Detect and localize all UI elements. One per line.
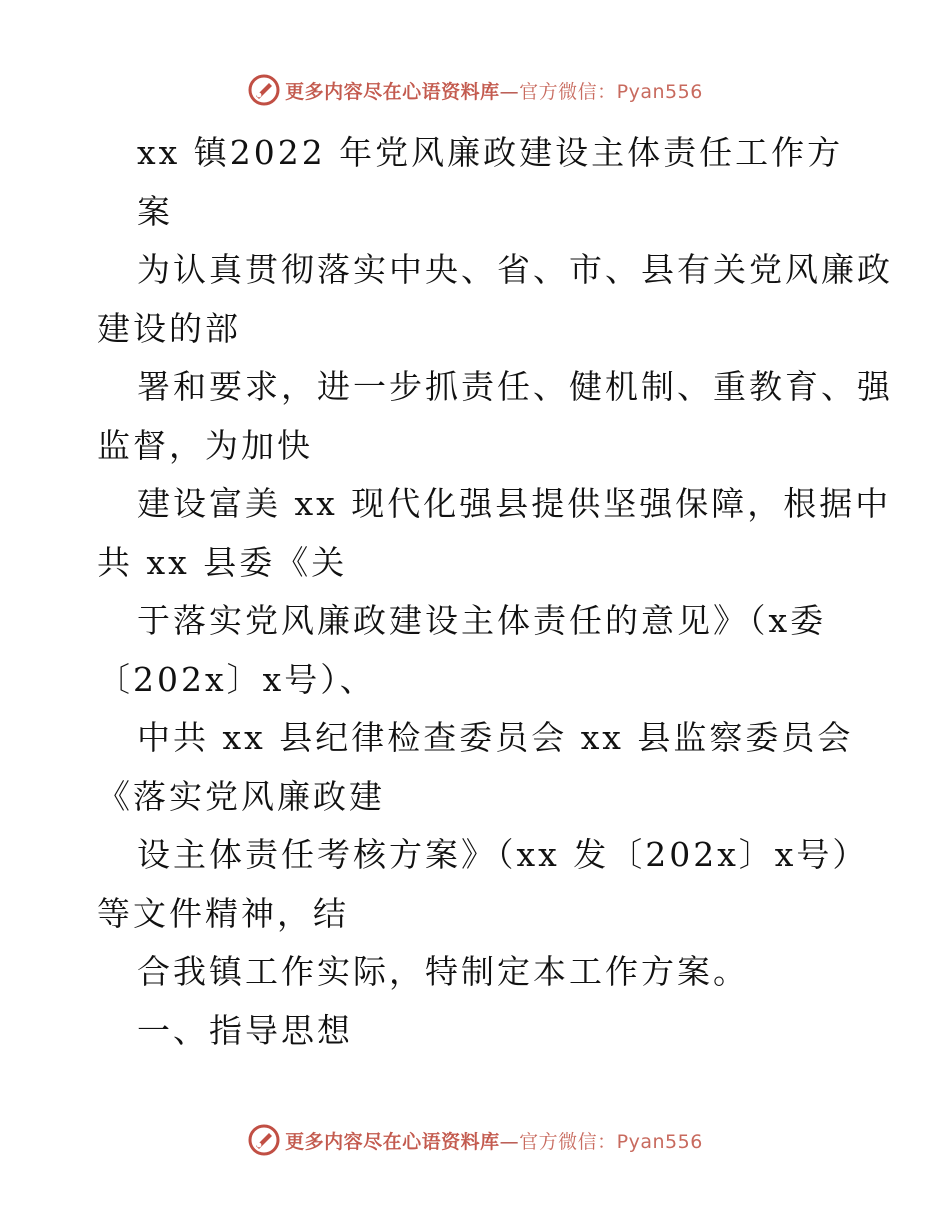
body-line: 中共 xx 县纪律检查委员会 xx 县监察委员会 (137, 718, 854, 757)
brand-logo-icon (247, 1123, 281, 1157)
watermark-main-text: 更多内容尽在心语资料库 (285, 80, 500, 103)
document-title-line-1: xx 镇2022 年党风廉政建设主体责任工作方 (137, 133, 844, 172)
document-body (97, 124, 893, 1060)
body-line: 监督，为加快 (97, 425, 313, 465)
watermark-side-text: 官方微信：Pyan556 (519, 80, 703, 103)
body-line: 建设富美 xx 现代化强县提供坚强保障，根据中 (137, 484, 892, 523)
section-heading: 一、指导思想 (137, 1010, 353, 1050)
body-line: 合我镇工作实际，特制定本工作方案。 (137, 952, 749, 991)
watermark-footer (0, 1120, 950, 1160)
body-line: 等文件精神，结 (97, 893, 349, 933)
body-line: 设主体责任考核方案》（xx 发〔202x〕x号） (137, 835, 869, 874)
body-line: 署和要求，进一步抓责任、健机制、重教育、强 (137, 367, 893, 406)
body-line: 〔202x〕x号）、 (97, 659, 376, 699)
body-line: 为认真贯彻落实中央、省、市、县有关党风廉政 (137, 250, 893, 289)
body-line: 于落实党风廉政建设主体责任的意见》（x委 (137, 601, 827, 640)
watermark-header (0, 70, 950, 110)
watermark-main-text: 更多内容尽在心语资料库 (285, 1130, 500, 1153)
brand-logo-icon (247, 73, 281, 107)
watermark-side-text: 官方微信：Pyan556 (519, 1130, 703, 1153)
document-title-line-2: 案 (137, 191, 173, 231)
watermark-dash: — (499, 1130, 520, 1153)
body-line: 建设的部 (97, 308, 241, 348)
body-line: 共 xx 县委《关 (97, 542, 348, 582)
body-line: 《落实党风廉政建 (97, 776, 385, 816)
watermark-dash: — (499, 80, 520, 103)
